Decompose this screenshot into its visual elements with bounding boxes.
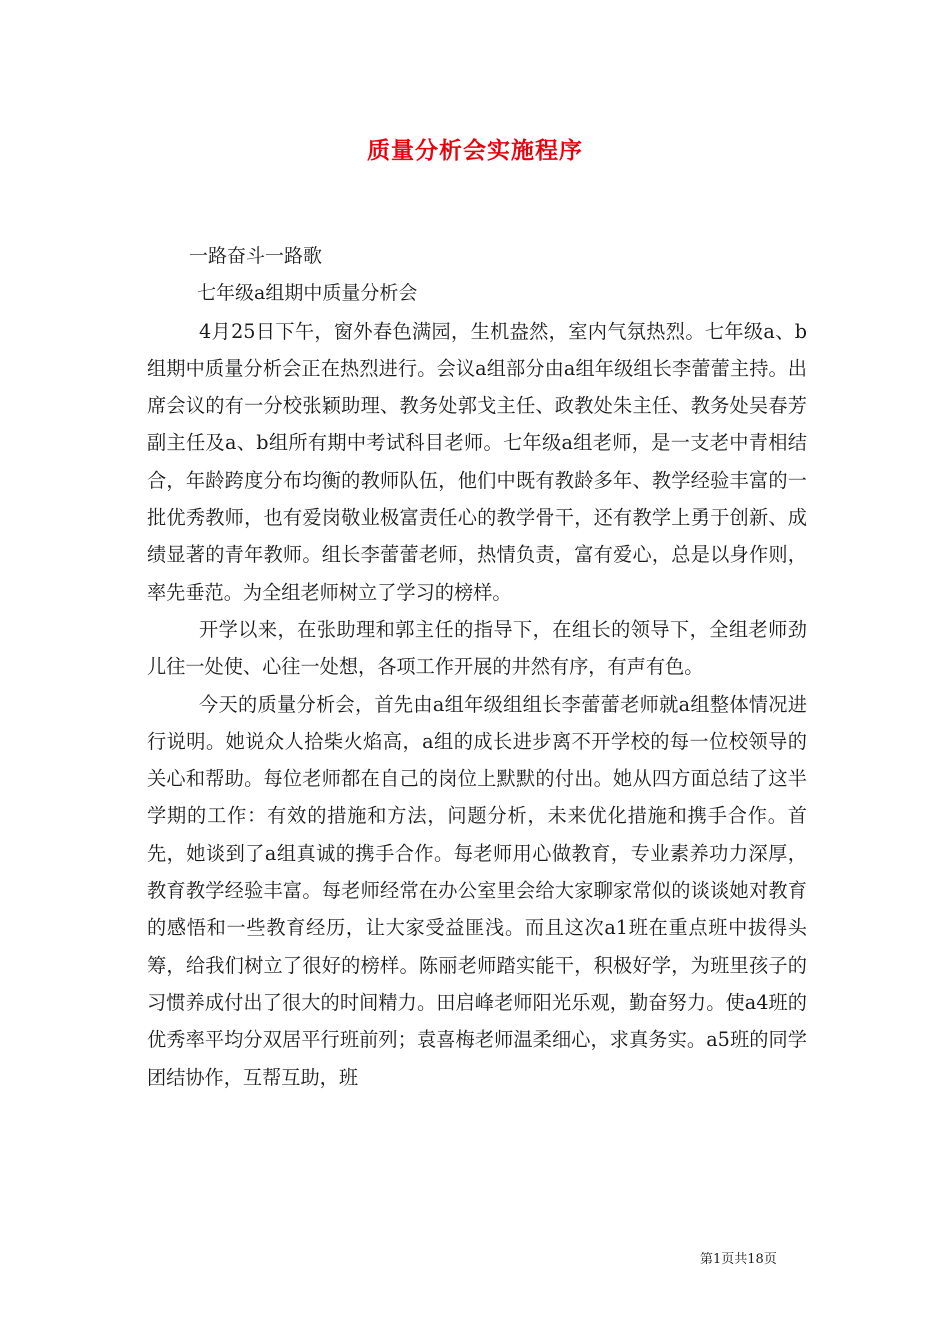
document-body <box>147 238 807 1096</box>
document-title: 质量分析会实施程序 <box>367 137 583 164</box>
subtitle-meeting: 七年级a组期中质量分析会 <box>197 282 418 305</box>
paragraph-2: 开学以来，在张助理和郭主任的指导下，在组长的领导下，全组老师劲儿往一处使、心往一处想，各项工作开展的井然有序，有声有色。 <box>147 617 807 679</box>
subtitle-motto: 一路奋斗一路歌 <box>189 245 323 267</box>
page-number-footer: 第1页共18页 <box>700 1252 777 1267</box>
paragraph-3: 今天的质量分析会，首先由a组年级组组长李蕾蕾老师就a组整体情况进行说明。她说众人拾柴火焰高，a组的成长进步离不开学校的每一位校领导的关心和帮助。每位老师都在自己的岗位上默默的付出。她从四方面总结了这半学期的工作：有效的措施和方法，问题分析，未来优化措施和携手合作。首先，她谈到了a组真诚的携手合作。每老师用心做教育，专业素养功力深厚，教育教学经验丰富。每老师经常在办公室里会给大家聊家常似的谈谈她对教育的感悟和一些教育经历，让大家受益匪浅。而且这次a1班在重点班中拔得头筹，给我们树立了很好的榜样。陈丽老师踏实能干，积极好学，为班里孩子的习惯养成付出了很大的时间精力。田启峰老师阳光乐观，勤奋努力。使a4班的优秀率平均分双居平行班前列；袁喜梅老师温柔细心，求真务实。a5班的同学团结协作，互帮互助，班 <box>147 692 807 1089</box>
paragraph-1: 4月25日下午，窗外春色满园，生机盎然，室内气氛热烈。七年级a、b组期中质量分析会正在热烈进行。会议a组部分由a组年级组长李蕾蕾主持。出席会议的有一分校张颖助理、教务处郭戈主任、政教处朱主任、教务处吴春芳副主任及a、b组所有期中考试科目老师。七年级a组老师，是一支老中青相结合，年龄跨度分布均衡的教师队伍，他们中既有教龄多年、教学经验丰富的一批优秀教师，也有爱岗敬业极富责任心的教学骨干，还有教学上勇于创新、成绩显著的青年教师。组长李蕾蕾老师，热情负责，富有爱心，总是以身作则，率先垂范。为全组老师树立了学习的榜样。 <box>147 319 807 604</box>
